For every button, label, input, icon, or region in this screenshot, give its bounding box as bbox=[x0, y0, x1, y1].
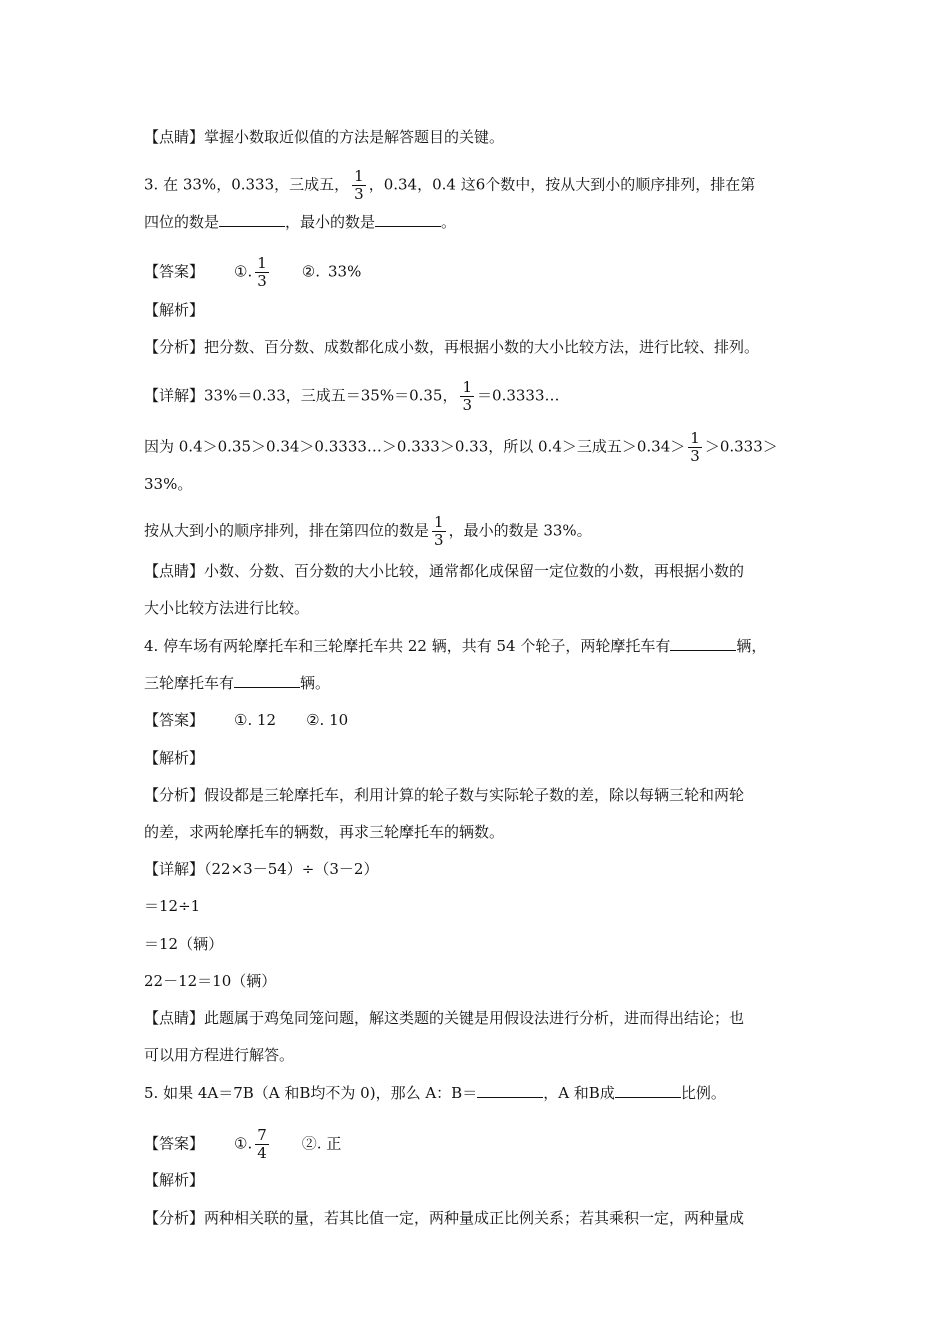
fraction-denominator: 3 bbox=[462, 396, 473, 414]
fraction-one-third bbox=[352, 168, 366, 203]
q3-yinwei-a: 因为 0.4＞0.35＞0.34＞0.3333…＞0.333＞0.33，所以 0.4＞三成五＞0.34＞ bbox=[144, 437, 686, 456]
answer-blank[interactable] bbox=[375, 214, 441, 227]
fraction-denominator: 3 bbox=[257, 272, 267, 290]
fraction-one-third bbox=[688, 430, 702, 465]
q3-stem-line2-b: ，最小的数是 bbox=[285, 213, 376, 231]
answer-label: 【答案】 bbox=[144, 711, 205, 729]
q3-xiangjie bbox=[144, 379, 560, 414]
q3-dianjing-line1: 【点睛】小数、分数、百分数的大小比较，通常都化成保留一定位数的小数，再根据小数的 bbox=[144, 562, 745, 580]
q3-fenxi: 【分析】把分数、百分数、成数都化成小数，再根据小数的大小比较方法，进行比较、排列。 bbox=[144, 338, 760, 356]
q5-fenxi-line1: 【分析】两种相关联的量，若其比值一定，两种量成正比例关系；若其乘积一定，两种量成 bbox=[144, 1209, 745, 1227]
fraction-numerator: 1 bbox=[690, 429, 700, 447]
q4-stem-b: 辆， bbox=[736, 637, 767, 655]
fraction-numerator: 1 bbox=[354, 167, 364, 185]
q3-stem-text-b: ，0.34，0.4 这6个数中，按从大到小的顺序排列，排在第 bbox=[368, 175, 756, 194]
q4-fenxi-line2: 的差，求两轮摩托车的辆数，再求三轮摩托车的辆数。 bbox=[144, 823, 505, 841]
answer-blank[interactable] bbox=[219, 214, 285, 227]
q4-stem-line1 bbox=[144, 636, 766, 656]
q5-stem-c: 比例。 bbox=[680, 1084, 726, 1102]
fraction-seven-fourths bbox=[255, 1127, 269, 1162]
answer-blank[interactable] bbox=[615, 1085, 681, 1098]
q5-jiexi: 【解析】 bbox=[144, 1171, 205, 1189]
q2-dianjing: 【点睛】掌握小数取近似值的方法是解答题目的关键。 bbox=[144, 128, 505, 146]
fraction-denominator: 3 bbox=[434, 531, 444, 549]
q4-xiangjie-line4: 22－12＝10（辆） bbox=[144, 972, 277, 990]
answer-2-value: 33% bbox=[328, 262, 362, 281]
q3-order-a: 按从大到小的顺序排列，排在第四位的数是 bbox=[144, 521, 430, 540]
q4-xiangjie-line2: ＝12÷1 bbox=[144, 897, 201, 915]
q5-stem bbox=[144, 1083, 726, 1103]
answer-2: ②. 正 bbox=[301, 1134, 342, 1153]
answer-label: 【答案】 bbox=[144, 262, 205, 281]
q3-dianjing-line2: 大小比较方法进行比较。 bbox=[144, 599, 310, 617]
q3-xiangjie-b: ＝0.3333… bbox=[477, 386, 560, 405]
fraction-numerator: 7 bbox=[257, 1126, 267, 1144]
q3-stem-line1 bbox=[144, 168, 755, 203]
answer-blank[interactable] bbox=[670, 638, 736, 651]
q3-yinwei-line2: 33%。 bbox=[144, 475, 193, 493]
fraction-one-third bbox=[432, 514, 446, 549]
q4-fenxi-line1: 【分析】假设都是三轮摩托车，利用计算的轮子数与实际轮子数的差，除以每辆三轮和两轮 bbox=[144, 786, 745, 804]
q5-answer bbox=[144, 1127, 341, 1162]
q3-jiexi: 【解析】 bbox=[144, 301, 205, 319]
answer-1-marker: ①. bbox=[234, 262, 253, 281]
answer-1: ①. 12 bbox=[234, 711, 277, 729]
answer-blank[interactable] bbox=[234, 675, 300, 688]
q4-stem-line2 bbox=[144, 673, 330, 693]
q4-stem-line2-a: 三轮摩托车有 bbox=[144, 674, 235, 692]
q3-xiangjie-a: 【详解】33%＝0.33，三成五＝35%＝0.35， bbox=[144, 386, 458, 405]
q5-stem-a: 5. 如果 4A＝7B（A 和B均不为 0)，那么 A：B＝ bbox=[144, 1084, 478, 1102]
q3-stem-line2-c: 。 bbox=[441, 213, 457, 231]
q4-stem-line2-b: 辆。 bbox=[300, 674, 331, 692]
answer-blank[interactable] bbox=[477, 1085, 543, 1098]
answer-2-marker: ②. bbox=[301, 262, 320, 281]
fraction-numerator: 1 bbox=[434, 513, 444, 531]
answer-2: ②. 10 bbox=[306, 711, 349, 729]
answer-label: 【答案】 bbox=[144, 1134, 205, 1153]
answer-1-marker: ①. bbox=[234, 1134, 253, 1153]
q3-stem-line2 bbox=[144, 212, 456, 232]
q3-order-b: ，最小的数是 33%。 bbox=[448, 521, 592, 540]
q4-dianjing-line2: 可以用方程进行解答。 bbox=[144, 1046, 295, 1064]
q4-xiangjie-line1: 【详解】（22×3－54）÷（3－2） bbox=[144, 860, 379, 878]
q3-stem-line2-a: 四位的数是 bbox=[144, 213, 220, 231]
q4-xiangjie-line3: ＝12（辆） bbox=[144, 935, 224, 953]
q3-yinwei-b: ＞0.333＞ bbox=[704, 437, 778, 456]
q4-stem-a: 4. 停车场有两轮摩托车和三轮摩托车共 22 辆，共有 54 个轮子，两轮摩托车有 bbox=[144, 637, 671, 655]
q5-stem-b: ，A 和B成 bbox=[543, 1084, 615, 1102]
fraction-one-third bbox=[460, 379, 474, 414]
q4-jiexi: 【解析】 bbox=[144, 749, 205, 767]
q4-dianjing-line1: 【点睛】此题属于鸡兔同笼问题，解这类题的关键是用假设法进行分析，进而得出结论；也 bbox=[144, 1009, 745, 1027]
fraction-one-third bbox=[255, 255, 269, 290]
fraction-denominator: 4 bbox=[257, 1144, 267, 1162]
q3-stem-text-a: 3. 在 33%，0.333，三成五， bbox=[144, 175, 350, 194]
fraction-numerator: 1 bbox=[257, 254, 267, 272]
fraction-denominator: 3 bbox=[690, 447, 700, 465]
q3-answer bbox=[144, 255, 361, 290]
q3-yinwei bbox=[144, 430, 778, 465]
fraction-numerator: 1 bbox=[462, 378, 473, 396]
q3-order bbox=[144, 514, 592, 549]
fraction-denominator: 3 bbox=[354, 185, 364, 203]
q4-answer bbox=[144, 710, 348, 730]
